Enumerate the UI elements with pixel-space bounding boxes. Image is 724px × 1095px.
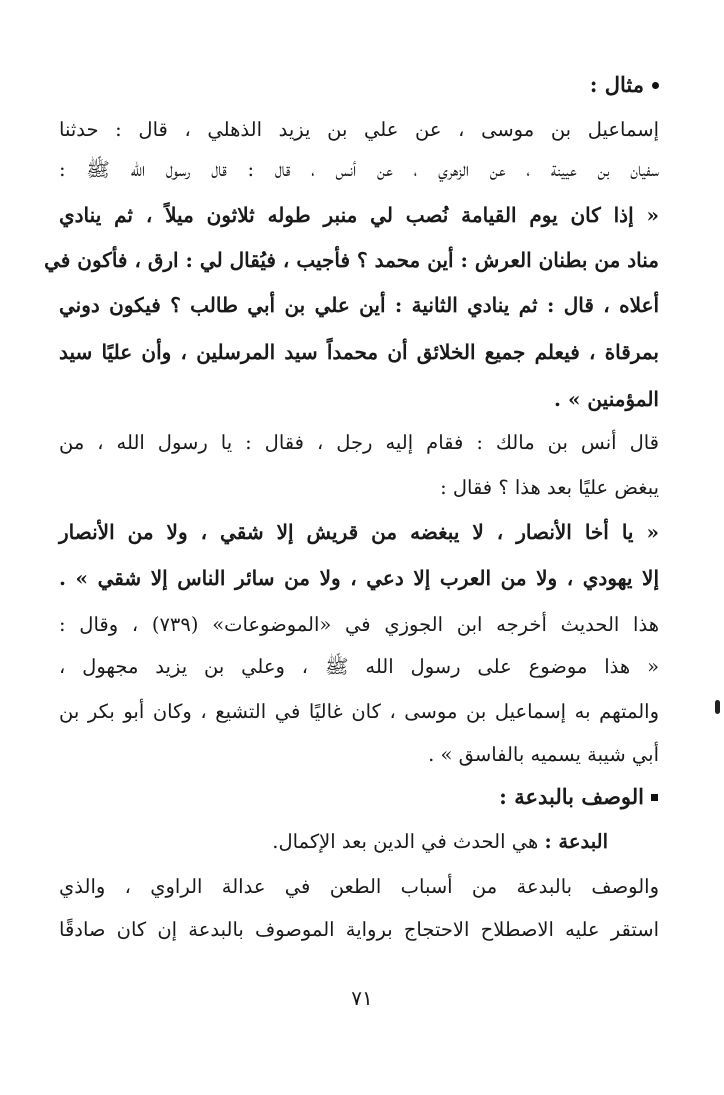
definition-term: البدعة : — [544, 830, 608, 853]
text-line: إسماعيل بن موسى ، عن علي بن يزيد الذهلي ، قال : حدثنا — [59, 118, 659, 141]
hadith-text-line: « إذا كان يوم القيامة نُصب لي منبر طوله ثلاثون ميلاً ، ثم ينادي — [59, 203, 659, 227]
hadith-text-line: بمرقاة ، فيعلم جميع الخلائق أن محمداً سيد المرسلين ، وأن عليًا سيد — [59, 340, 659, 364]
text-line: والمتهم به إسماعيل بن موسى ، كان غاليًا في التشيع ، وكان أبو بكر بن — [59, 700, 659, 723]
hadith-text-line: إلا يهودي ، ولا من العرب إلا دعي ، ولا من سائر الناس إلا شقي » . — [59, 566, 659, 590]
section-heading-example: مثال : — [589, 72, 644, 97]
text-line: أبي شيبة يسميه بالفاسق » . — [428, 743, 659, 766]
hadith-text-line: أعلاه ، قال : ثم ينادي الثانية : أين علي بن أبي طالب ؟ فيكون دوني — [59, 293, 659, 317]
hadith-text-line: المؤمنين » . — [554, 387, 659, 411]
text-line: سفيان بن عيينة ، عن الزهري ، عن أنس ، قال : قال رسول الله ﷺ : — [59, 158, 659, 181]
scan-mark — [715, 700, 720, 714]
text-line: هذا الحديث أخرجه ابن الجوزي في «الموضوعات» (٧٣٩) ، وقال : — [59, 613, 659, 636]
text-line: يبغض عليًا بعد هذا ؟ فقال : — [440, 476, 659, 499]
text-line: استقر عليه الاصطلاح الاحتجاج برواية الموصوف بالبدعة إن كان صادقًا — [59, 918, 659, 941]
page-number: ٧١ — [351, 986, 373, 1010]
bullet-dot — [652, 82, 659, 89]
hadith-text-line: « يا أخا الأنصار ، لا يبغضه من قريش إلا شقي ، ولا من الأنصار — [59, 520, 659, 544]
text-line: « هذا موضوع على رسول الله ﷺ ، وعلي بن يزيد مجهول ، — [59, 655, 659, 678]
text-line: قال أنس بن مالك : فقام إليه رجل ، فقال : يا رسول الله ، من — [59, 431, 659, 454]
definition-text: هي الحدث في الدين بعد الإكمال. — [272, 830, 539, 853]
definition-line — [108, 827, 608, 857]
section-heading-bidah: الوصف بالبدعة : — [499, 784, 644, 809]
text-line: والوصف بالبدعة من أسباب الطعن في عدالة الراوي ، والذي — [59, 875, 659, 898]
bullet-square — [651, 794, 658, 801]
hadith-text-line: مناد من بطنان العرش : أين محمد ؟ فأجيب ، فيُقال لي : ارق ، فأكون في — [44, 248, 659, 272]
